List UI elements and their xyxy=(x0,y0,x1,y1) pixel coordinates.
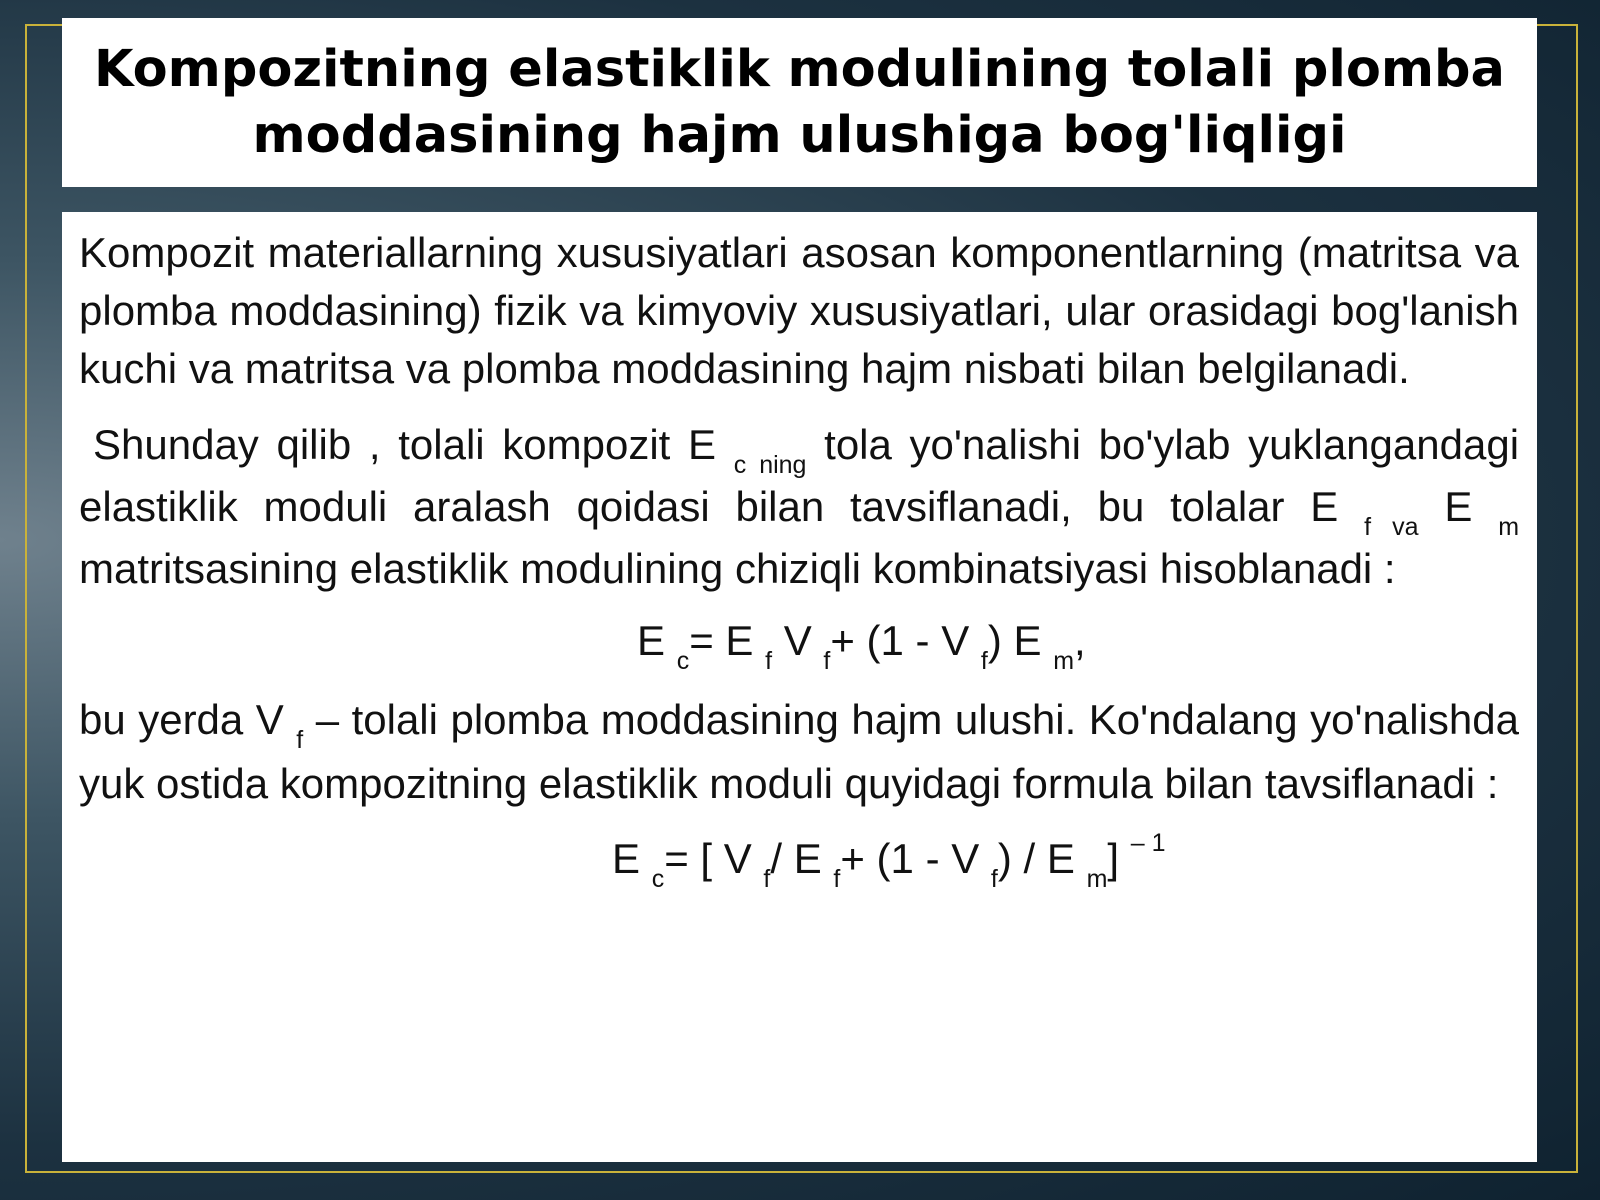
eq2-close-bracket: ] xyxy=(1107,835,1120,882)
p3-text-2: – tolali plomba moddasining hajm ulushi. Ko'ndalang yo'nalishda yuk ostida kompozitning elastiklik moduli quyidagi formula bilan tavsiflanadi : xyxy=(79,696,1519,807)
p2-sub-3: m xyxy=(1498,513,1520,541)
equation-transverse xyxy=(79,829,1519,893)
eq1-sub-f2: f xyxy=(823,647,831,675)
eq1-sub-c: c xyxy=(676,647,690,675)
eq2-sub-f2: f xyxy=(833,865,841,893)
slide-title xyxy=(94,37,1505,169)
paragraph-2 xyxy=(79,414,1519,600)
eq1-sub-m: m xyxy=(1053,647,1075,675)
paragraph-3 xyxy=(79,688,1519,816)
eq2-div-em: ) / E xyxy=(997,835,1075,882)
eq1-comma: , xyxy=(1074,617,1086,664)
title-box xyxy=(62,18,1537,187)
content-box xyxy=(62,212,1537,1162)
eq2-paren: + (1 - V xyxy=(840,835,980,882)
paragraph-1: Kompozit materiallarning xususiyatlari asosan komponentlarning (matritsa va plomba moddasining) fizik va kimyoviy xususiyatlari, ular orasidagi bog'lanish kuchi va matritsa va plomba moddasining hajm nisbati bilan belgilanadi. xyxy=(79,229,1519,392)
p2-sub-2: f va xyxy=(1364,513,1419,541)
p2-sub-1: c ning xyxy=(733,451,807,479)
p2-text-2: tola yo'nalishi bo'ylab yuklangandagi elastiklik moduli aralash qoidasi bilan tavsiflanadi, bu tolalar E xyxy=(79,421,1520,530)
eq2-bracket-v: = [ V xyxy=(664,835,752,882)
eq2-sup-minus-one: – 1 xyxy=(1130,829,1166,857)
equation-longitudinal xyxy=(79,612,1519,675)
p2-text-3: E xyxy=(1444,483,1473,530)
eq2-sub-m: m xyxy=(1086,865,1108,893)
eq2-sub-f3: f xyxy=(990,865,998,893)
title-line-2: moddasining hajm ulushiga bog'liqligi xyxy=(252,105,1347,165)
eq1-v: V xyxy=(783,617,812,664)
eq1-ef: = E xyxy=(689,617,754,664)
eq1-sub-f1: f xyxy=(765,647,773,675)
eq2-sub-f1: f xyxy=(763,865,771,893)
eq1-sub-f3: f xyxy=(980,647,988,675)
eq2-div-e: / E xyxy=(770,835,822,882)
eq2-sub-c: c xyxy=(651,865,665,893)
p3-sub-1: f xyxy=(296,726,304,754)
eq1-em: ) E xyxy=(987,617,1042,664)
p2-text-1: Shunday qilib , tolali kompozit E xyxy=(93,421,717,468)
title-line-1: Kompozitning elastiklik modulining tolali plomba xyxy=(94,39,1505,99)
eq1-paren: + (1 - V xyxy=(830,617,970,664)
eq1-e: E xyxy=(637,617,666,664)
eq2-e: E xyxy=(612,835,641,882)
p2-text-4: matritsasining elastiklik modulining chiziqli kombinatsiyasi hisoblanadi : xyxy=(79,545,1396,592)
p3-text-1: bu yerda V xyxy=(79,696,284,743)
